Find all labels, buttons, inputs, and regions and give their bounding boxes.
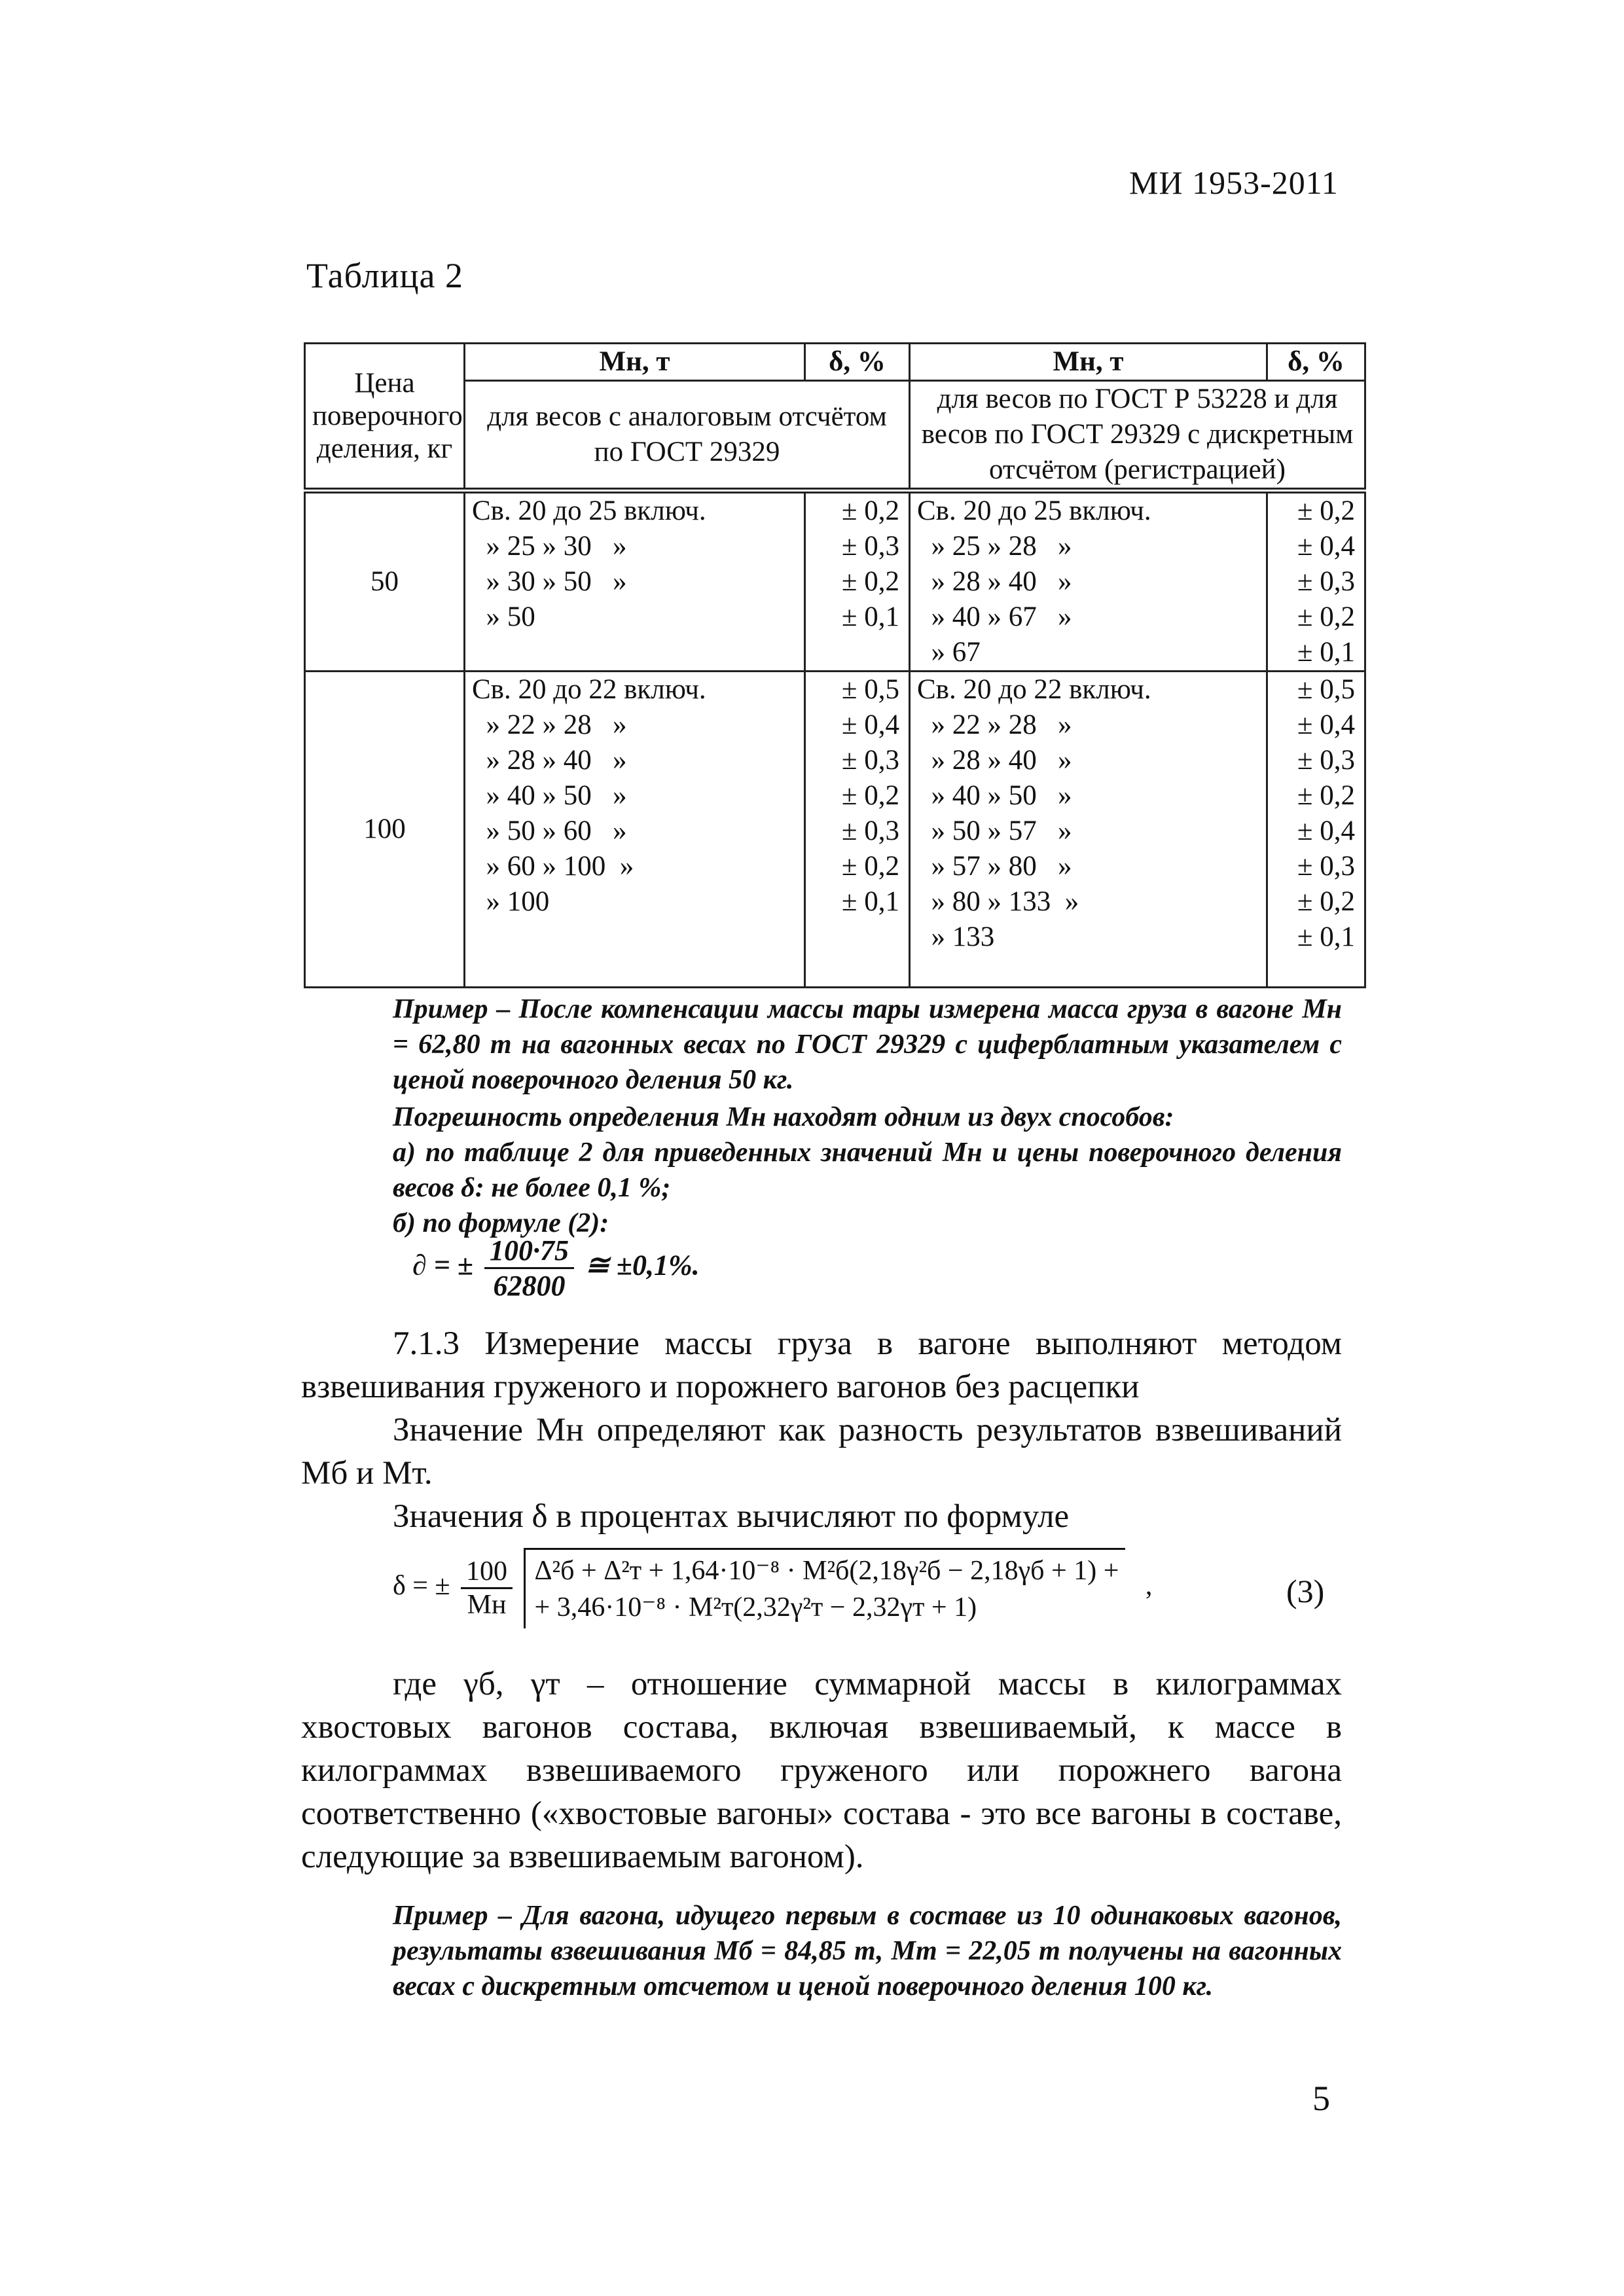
header-delta-analog: δ, %	[805, 344, 910, 381]
document-code: МИ 1953-2011	[1129, 164, 1339, 201]
equation-number: (3)	[1286, 1573, 1325, 1609]
header-analog-scales: для весов с аналоговым отсчётом по ГОСТ 29329	[465, 381, 910, 491]
header-mn-discrete: Mн, т	[910, 344, 1267, 381]
formula-3	[393, 1548, 1152, 1628]
formula-3-denominator: Mн	[467, 1590, 507, 1620]
example-1-methods: Погрешность определения Mн находят одним из двух способов:	[393, 1102, 1174, 1132]
discrete-deltas: ± 0,5 ± 0,4 ± 0,3 ± 0,2 ± 0,4 ± 0,3 ± 0,2 ± 0,1	[1267, 672, 1365, 988]
section-7-1-3: 7.1.3 Измерение массы груза в вагоне выполняют методом взвешивания груженого и порожнего вагонов без расцепки	[301, 1325, 1342, 1405]
analog-ranges: Св. 20 до 25 включ. » 25 » 30 » » 30 » 50 » » 50	[465, 491, 805, 672]
formula-3-radical	[524, 1548, 1126, 1628]
discrete-ranges: Св. 20 до 22 включ. » 22 » 28 » » 28 » 40 » » 40 » 50 » » 50 » 57 » » 57 » 80 » » 80 » 133 » » 133	[910, 672, 1267, 988]
header-mn-analog: Mн, т	[465, 344, 805, 381]
formula-3-line-1: Δ²б + Δ²т + 1,64·10⁻⁸ · M²б(2,18γ²б − 2,18γб + 1) +	[534, 1556, 1119, 1586]
header-division: Цена поверочного деления, кг	[305, 344, 465, 491]
table-row	[305, 491, 1365, 672]
analog-deltas: ± 0,2 ± 0,3 ± 0,2 ± 0,1	[805, 491, 910, 672]
analog-deltas: ± 0,5 ± 0,4 ± 0,3 ± 0,2 ± 0,3 ± 0,2 ± 0,1	[805, 672, 910, 988]
paragraph-mn: Значение Mн определяют как разность результатов взвешиваний Mб и Mт.	[301, 1412, 1342, 1492]
formula-3-fraction	[461, 1556, 513, 1621]
division-value: 100	[305, 672, 465, 988]
table-2	[304, 342, 1366, 988]
formula-3-line-2: + 3,46·10⁻⁸ · M²т(2,32γ²т − 2,32γт + 1)	[534, 1592, 977, 1623]
example-1-item-b: б) по формуле (2):	[393, 1208, 609, 1238]
paragraph-gamma: где γб, γт – отношение суммарной массы в килограммах хвостовых вагонов состава, включая взвешиваемый, к массе в килограммах взвешиваемого груженого или порожнего вагона соответственно («хвостовые вагоны» состава - это все вагоны в составе, следующие за взвешиваемым вагоном).	[301, 1666, 1342, 1875]
page-number: 5	[1312, 2079, 1330, 2118]
example-1-item-a: а) по таблице 2 для приведенных значений Mн и цены поверочного деления весов δ: не более 0,1 %;	[393, 1138, 1342, 1203]
table-caption: Таблица 2	[306, 256, 463, 295]
formula-numerator: 100·75	[484, 1234, 574, 1269]
analog-ranges: Св. 20 до 22 включ. » 22 » 28 » » 28 » 40 » » 40 » 50 » » 50 » 60 » » 60 » 100 » » 100	[465, 672, 805, 988]
discrete-ranges: Св. 20 до 25 включ. » 25 » 28 » » 28 » 40 » » 40 » 67 » » 67	[910, 491, 1267, 672]
example-2-text: Пример – Для вагона, идущего первым в составе из 10 одинаковых вагонов, результаты взвешивания Mб = 84,85 т, Mт = 22,05 т получены на вагонных весах с дискретным отсчетом и ценой поверочного деления 100 кг.	[393, 1901, 1342, 2001]
example-1-text: Пример – После компенсации массы тары измерена масса груза в вагоне Mн = 62,80 т на вагонных весах по ГОСТ 29329 с циферблатным указателем с ценой поверочного деления 50 кг.	[393, 994, 1342, 1095]
formula-fraction	[484, 1234, 574, 1302]
table-row	[305, 672, 1365, 988]
header-discrete-scales: для весов по ГОСТ Р 53228 и для весов по ГОСТ 29329 с дискретным отсчётом (регистрацией)	[910, 381, 1365, 491]
paragraph-delta: Значения δ в процентах вычисляют по формуле	[393, 1498, 1070, 1535]
formula-example	[412, 1234, 700, 1302]
division-value: 50	[305, 491, 465, 672]
formula-lhs: ∂ = ±	[412, 1249, 473, 1282]
formula-rhs: ≅ ±0,1%.	[585, 1249, 700, 1282]
formula-denominator: 62800	[493, 1270, 566, 1302]
formula-3-numerator: 100	[461, 1556, 513, 1589]
header-delta-discrete: δ, %	[1267, 344, 1365, 381]
discrete-deltas: ± 0,2 ± 0,4 ± 0,3 ± 0,2 ± 0,1	[1267, 491, 1365, 672]
formula-3-comma: ,	[1145, 1571, 1153, 1602]
formula-3-lhs: δ = ±	[393, 1571, 450, 1602]
